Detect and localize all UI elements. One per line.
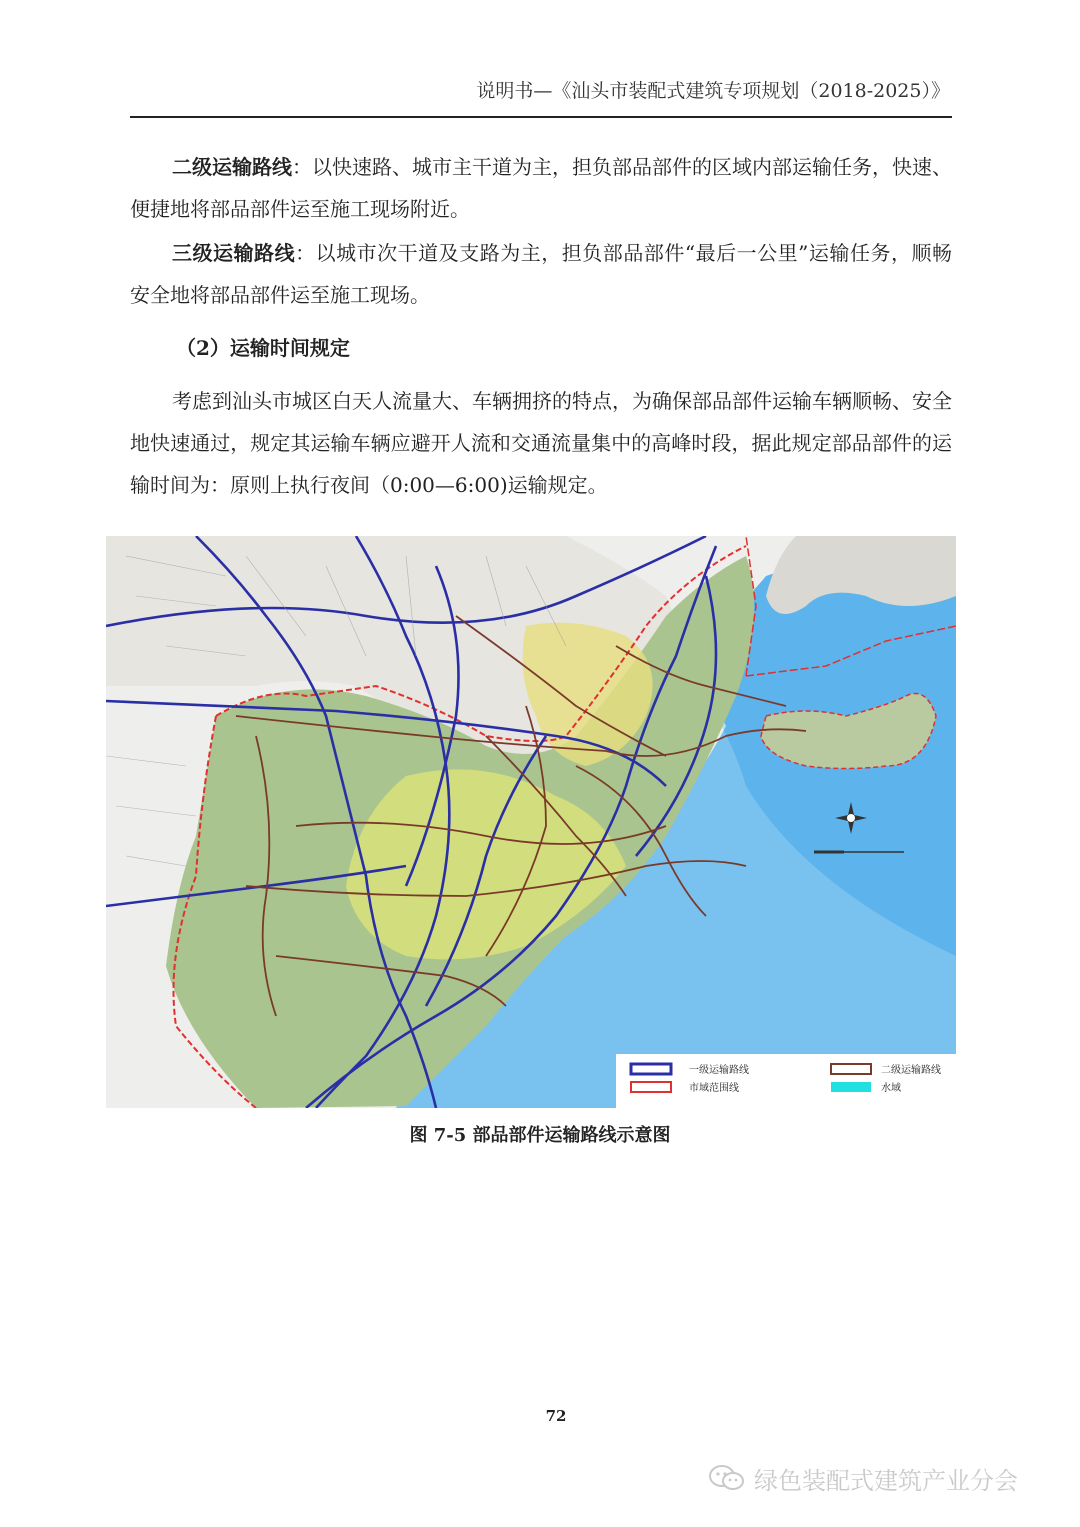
wechat-icon xyxy=(708,1463,746,1493)
watermark-text: 绿色装配式建筑产业分会 xyxy=(754,1466,1018,1495)
legend-primary-route: 一级运输路线 xyxy=(689,1065,749,1076)
transport-route-map xyxy=(106,536,956,1108)
legend-water: 水域 xyxy=(881,1083,901,1094)
paragraph-transport-time: 考虑到汕头市城区白天人流量大、车辆拥挤的特点，为确保部品部件运输车辆顺畅、安全地快速通过，规定其运输车辆应避开人流和交通流量集中的高峰时段，据此规定部品部件的运输时间为：原则上执行夜间（0:00—6:00)运输规定。 xyxy=(130,389,952,497)
tertiary-route-text: ：以城市次干道及支路为主，担负部品部件“最后一公里”运输任务，顺畅安全地将部品部件运至施工现场。 xyxy=(130,241,953,307)
watermark xyxy=(708,1458,1018,1498)
paragraph-secondary-route xyxy=(130,146,952,230)
section-subheading: （2）运输时间规定 xyxy=(176,336,350,360)
secondary-route-term: 二级运输路线 xyxy=(172,155,292,179)
secondary-route-text: ：以快速路、城市主干道为主，担负部品部件的区域内部运输任务，快速、便捷地将部品部件运至施工现场附近。 xyxy=(130,155,952,221)
running-header: 说明书—《汕头市装配式建筑专项规划（2018-2025）》 xyxy=(476,80,950,102)
header-divider xyxy=(130,116,952,118)
figure-caption: 图 7-5 部品部件运输路线示意图 xyxy=(409,1125,671,1146)
tertiary-route-term: 三级运输路线 xyxy=(172,241,296,265)
legend-secondary-route: 二级运输路线 xyxy=(881,1065,941,1076)
paragraph-tertiary-route xyxy=(130,232,952,316)
page-number: 72 xyxy=(545,1407,567,1425)
legend-boundary: 市域范围线 xyxy=(689,1083,739,1094)
